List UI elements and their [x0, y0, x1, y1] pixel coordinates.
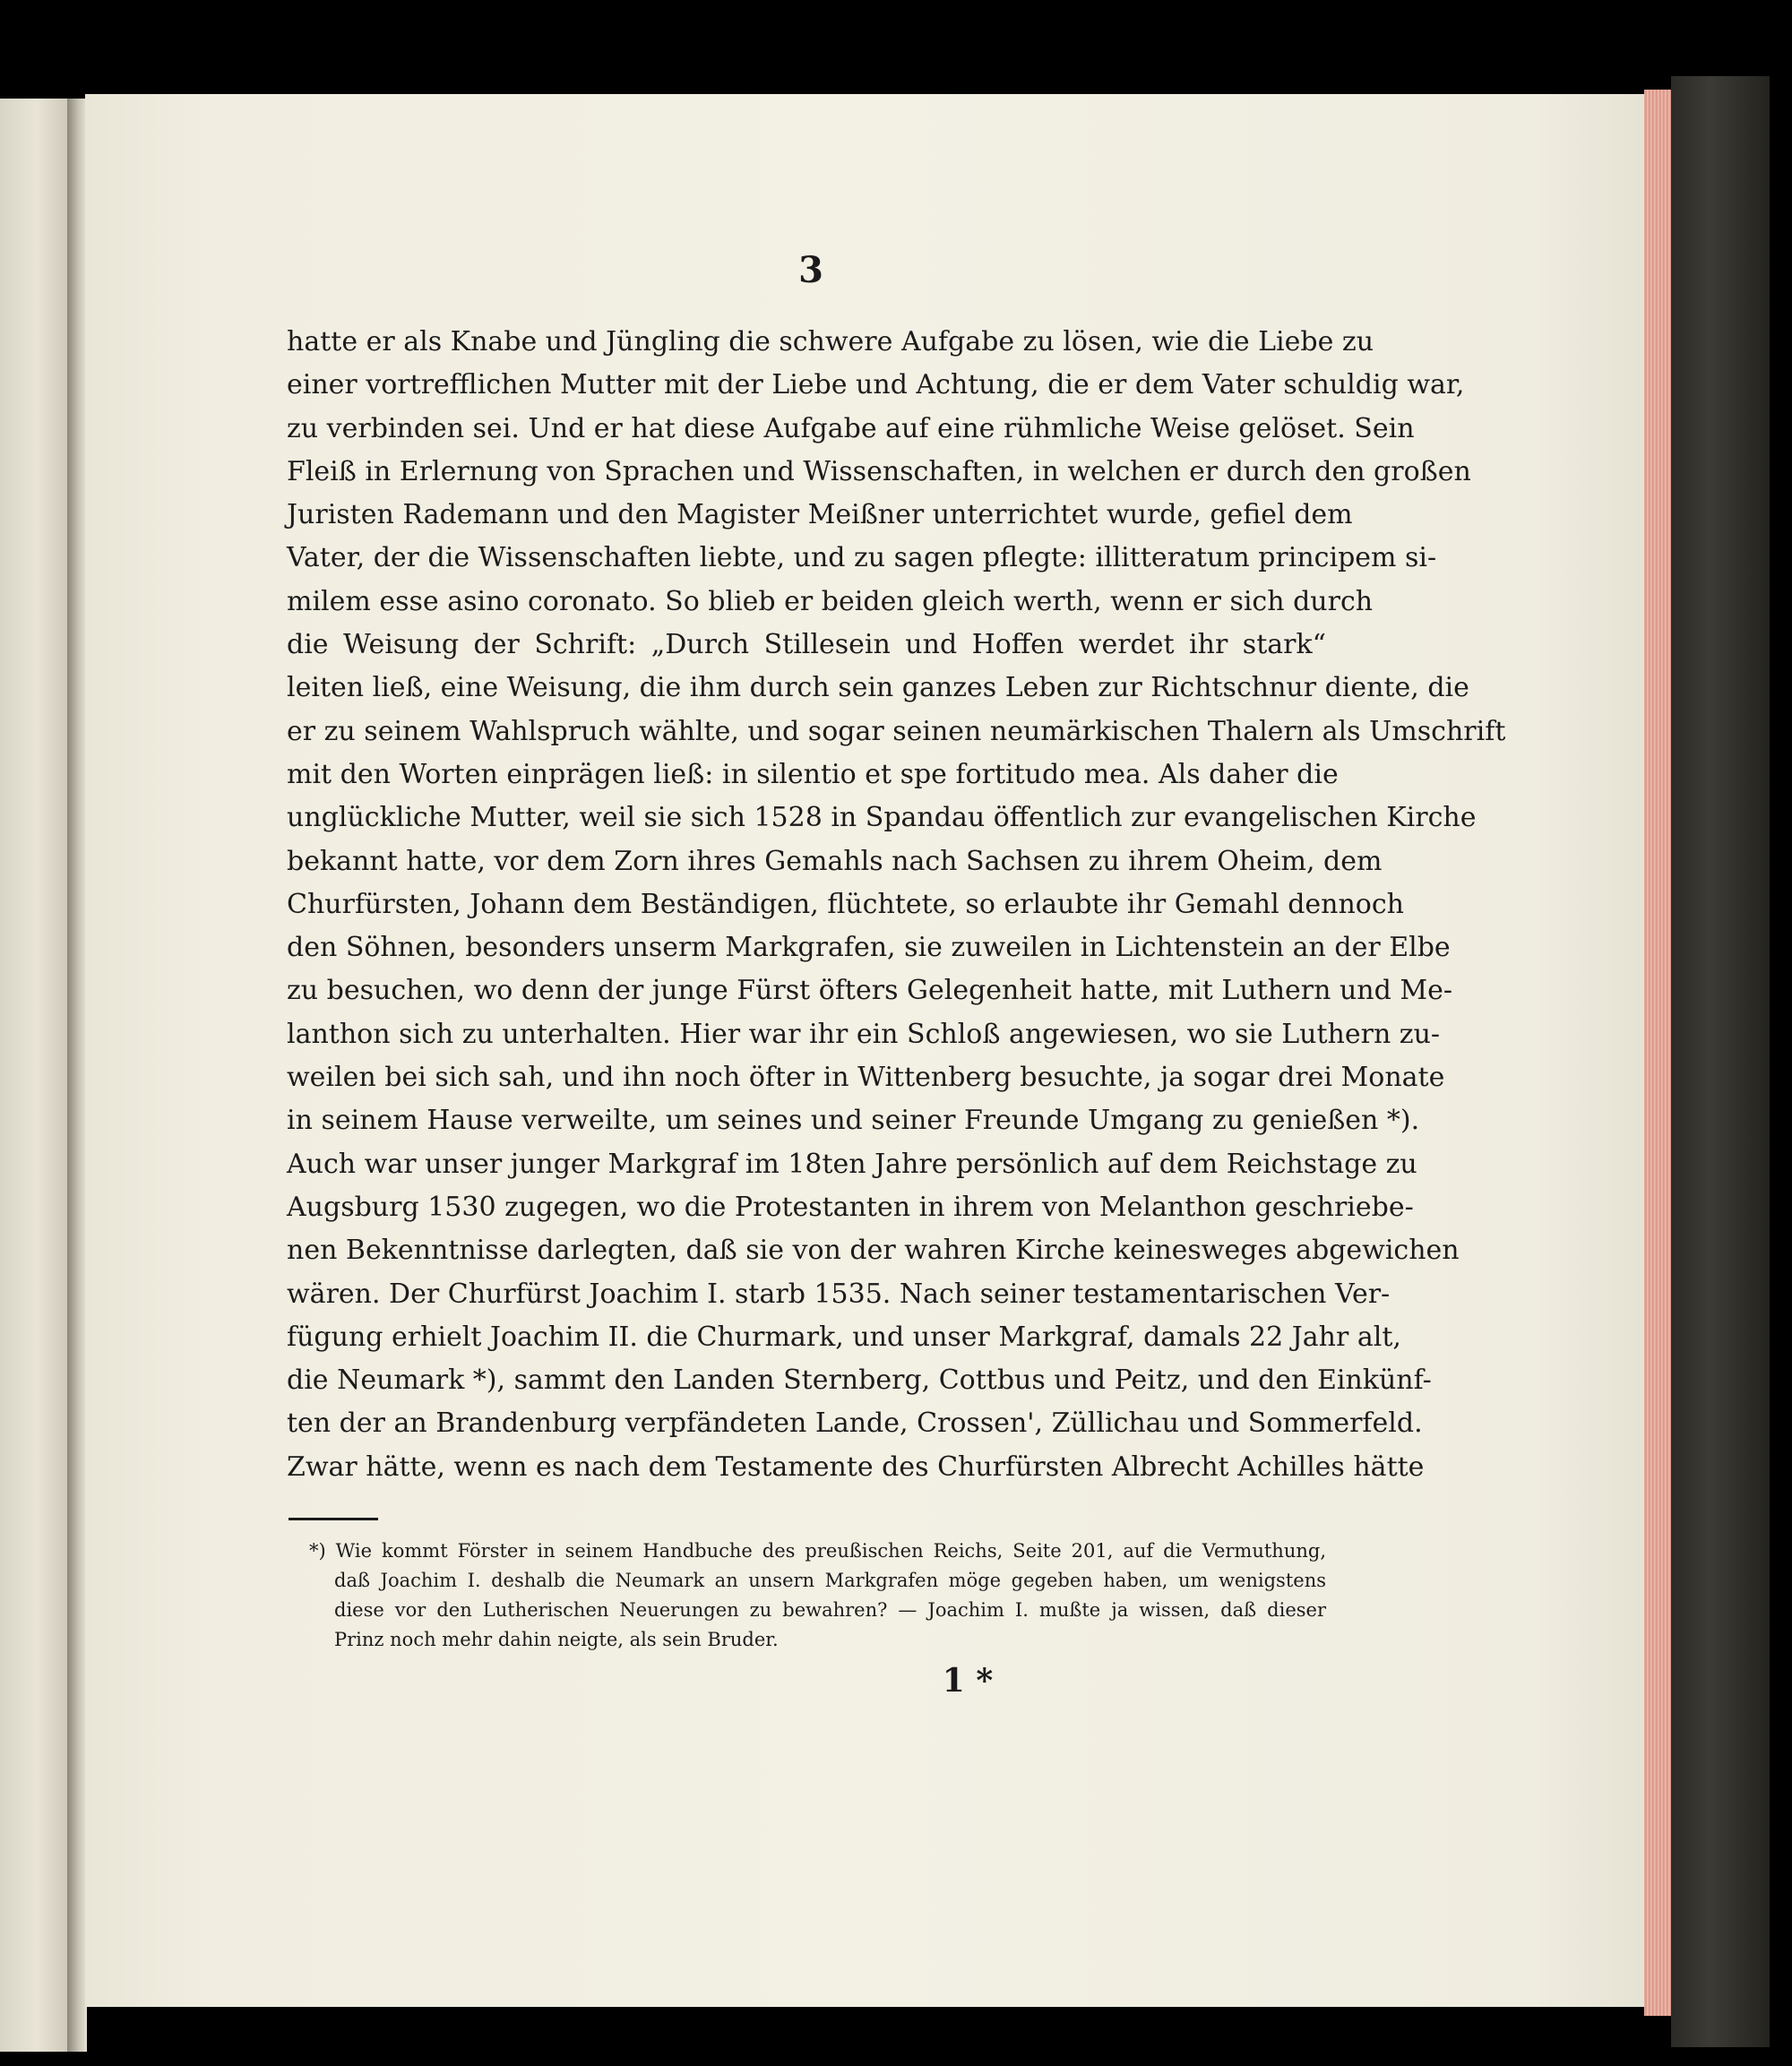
- body-line: die Weisung der Schrift: „Durch Stillesein und Hoffen werdet ihr stark“: [287, 629, 1326, 661]
- body-line: ten der an Brandenburg verpfändeten Lande, Crossen', Züllichau und Sommerfeld.: [287, 1407, 1423, 1440]
- footnote-line: Prinz noch mehr dahin neigte, als sein Bruder.: [334, 1629, 779, 1650]
- signature-mark: 1 *: [942, 1662, 994, 1700]
- footnote-line: diese vor den Lutherischen Neuerungen zu bewahren? — Joachim I. mußte ja wissen, daß dieser: [334, 1599, 1326, 1621]
- body-line: Vater, der die Wissenschaften liebte, und zu sagen pflegte: illitteratum principem si-: [287, 542, 1437, 574]
- left-page-edge: [0, 99, 67, 2052]
- body-line: er zu seinem Wahlspruch wählte, und sogar seinen neumärkischen Thalern als Umschrift: [287, 715, 1506, 747]
- body-line: die Neumark *), sammt den Landen Sternberg, Cottbus und Peitz, und den Einkünf-: [287, 1364, 1432, 1397]
- body-line: in seinem Hause verweilte, um seines und seiner Freunde Umgang zu genießen *).: [287, 1105, 1420, 1137]
- body-line: Augsburg 1530 zugegen, wo die Protestanten in ihrem von Melanthon geschriebe-: [287, 1191, 1414, 1223]
- page-fore-edge: [1644, 90, 1673, 2016]
- body-line: wären. Der Churfürst Joachim I. starb 1535. Nach seiner testamentarischen Ver-: [287, 1278, 1391, 1310]
- page-number: 3: [798, 249, 823, 291]
- body-line: nen Bekenntnisse darlegten, daß sie von der wahren Kirche keinesweges abgewichen: [287, 1235, 1460, 1267]
- body-line: Juristen Rademann und den Magister Meißner unterrichtet wurde, gefiel dem: [287, 499, 1353, 531]
- body-line: lanthon sich zu unterhalten. Hier war ihr ein Schloß angewiesen, wo sie Luthern zu-: [287, 1018, 1441, 1050]
- body-line: unglückliche Mutter, weil sie sich 1528 in Spandau öffentlich zur evangelischen Kirche: [287, 802, 1477, 834]
- book-gutter: [67, 99, 87, 2052]
- body-line: weilen bei sich sah, und ihn noch öfter in Wittenberg besuchte, ja sogar drei Monate: [287, 1062, 1445, 1094]
- body-line: zu besuchen, wo denn der junge Fürst öfters Gelegenheit hatte, mit Luthern und Me-: [287, 975, 1452, 1007]
- body-line: mit den Worten einprägen ließ: in silentio et spe fortitudo mea. Als daher die: [287, 758, 1339, 790]
- body-line: Auch war unser junger Markgraf im 18ten Jahre persönlich auf dem Reichstage zu: [287, 1148, 1417, 1180]
- body-line: Zwar hätte, wenn es nach dem Testamente des Churfürsten Albrecht Achilles hätte: [287, 1451, 1425, 1483]
- footnote-rule: [289, 1518, 378, 1520]
- body-line: fügung erhielt Joachim II. die Churmark, und unser Markgraf, damals 22 Jahr alt,: [287, 1321, 1401, 1353]
- footnote-line: *) Wie kommt Förster in seinem Handbuche des preußischen Reichs, Seite 201, auf die Vermuthung,: [309, 1540, 1326, 1562]
- body-line: hatte er als Knabe und Jüngling die schwere Aufgabe zu lösen, wie die Liebe zu: [287, 326, 1374, 357]
- body-line: zu verbinden sei. Und er hat diese Aufgabe auf eine rühmliche Weise gelöset. Sein: [287, 412, 1415, 444]
- body-line: Fleiß in Erlernung von Sprachen und Wissenschaften, in welchen er durch den großen: [287, 455, 1471, 487]
- body-line: einer vortrefflichen Mutter mit der Liebe und Achtung, die er dem Vater schuldig war,: [287, 369, 1465, 401]
- footnote: [309, 1537, 1326, 1655]
- body-line: leiten ließ, eine Weisung, die ihm durch sein ganzes Leben zur Richtschnur diente, die: [287, 672, 1469, 704]
- footnote-line: daß Joachim I. deshalb die Neumark an unsern Markgrafen möge gegeben haben, um wenigstens: [334, 1570, 1326, 1591]
- body-line: Churfürsten, Johann dem Beständigen, flüchtete, so erlaubte ihr Gemahl dennoch: [287, 888, 1404, 920]
- body-line: den Söhnen, besonders unserm Markgrafen, sie zuweilen in Lichtenstein an der Elbe: [287, 932, 1451, 964]
- body-line: milem esse asino coronato. So blieb er beiden gleich werth, wenn er sich durch: [287, 585, 1374, 617]
- book-cover-edge: [1671, 76, 1770, 2047]
- body-text: [287, 321, 1506, 1489]
- body-line: bekannt hatte, vor dem Zorn ihres Gemahls nach Sachsen zu ihrem Oheim, dem: [287, 845, 1383, 877]
